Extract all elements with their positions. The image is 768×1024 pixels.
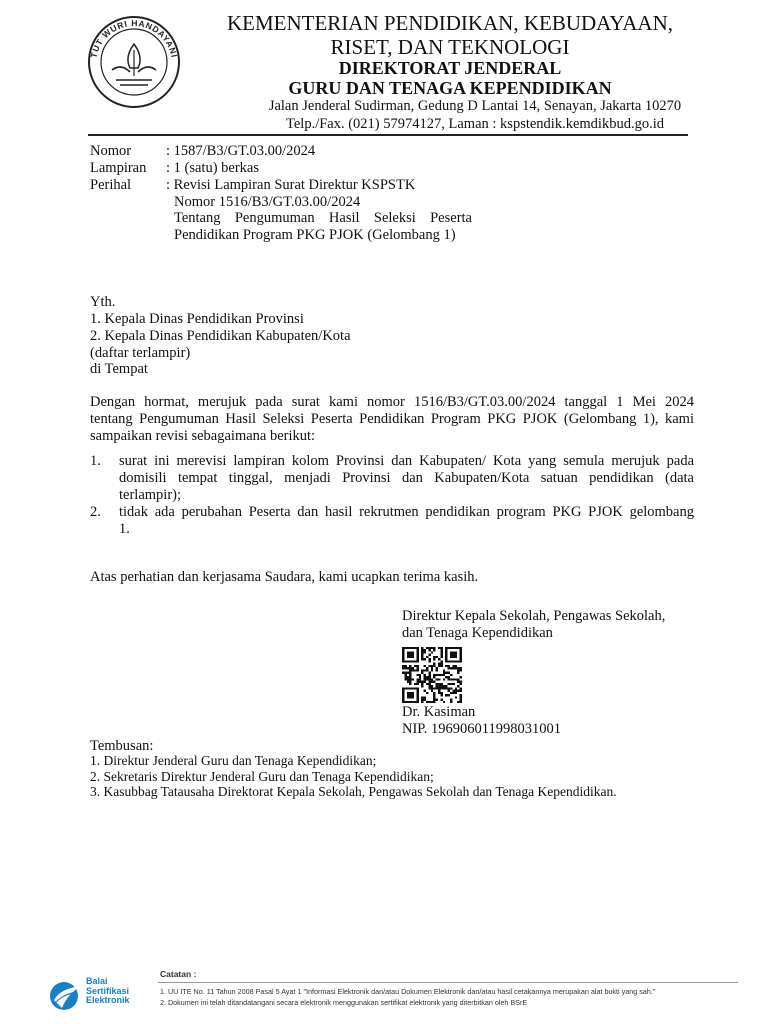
bsre-name-line3: Elektronik bbox=[86, 995, 130, 1005]
nomor-value: : 1587/B3/GT.03.00/2024 bbox=[166, 143, 316, 159]
point1-line3: terlampir); bbox=[119, 487, 182, 503]
signatory-nip: NIP. 196906011998031001 bbox=[402, 721, 561, 737]
point1-number: 1. bbox=[90, 453, 101, 469]
tembusan-label: Tembusan: bbox=[90, 738, 154, 754]
office-address: Jalan Jenderal Sudirman, Gedung D Lantai 14, Senayan, Jakarta 10270 bbox=[268, 98, 682, 114]
recipient-item-1: 1. Kepala Dinas Pendidikan Provinsi bbox=[90, 311, 304, 327]
intro-line1: Dengan hormat, merujuk pada surat kami nomor 1516/B3/GT.03.00/2024 tanggal 1 Mei 2024 bbox=[90, 394, 694, 410]
nomor-label: Nomor bbox=[90, 143, 132, 159]
intro-line2: tentang Pengumuman Hasil Seleksi Peserta Pendidikan Program PKG PJOK (Gelombang 1), kami bbox=[90, 411, 694, 427]
lampiran-label: Lampiran bbox=[90, 160, 147, 176]
point2-line2: 1. bbox=[119, 521, 130, 537]
recipient-list-note: (daftar terlampir) bbox=[90, 345, 191, 361]
logo-motto-text: TUT WURI HANDAYANI bbox=[88, 17, 180, 59]
kemdikbud-logo bbox=[86, 14, 182, 110]
tembusan-item-2: 2. Sekretaris Direktur Jenderal Guru dan Tenaga Kependidikan; bbox=[90, 769, 434, 784]
ministry-name-line1: KEMENTERIAN PENDIDIKAN, KEBUDAYAAN, bbox=[226, 11, 674, 35]
tembusan-item-1: 1. Direktur Jenderal Guru dan Tenaga Kependidikan; bbox=[90, 753, 377, 768]
point1-line2: domisili tempat tinggal, menjadi Provinsi dan Kabupaten/Kota satuan pendidikan (data bbox=[119, 470, 694, 486]
office-contact: Telp./Fax. (021) 57974127, Laman : kspstendik.kemdikbud.go.id bbox=[286, 116, 664, 132]
lampiran-value: : 1 (satu) berkas bbox=[166, 160, 260, 176]
point2-number: 2. bbox=[90, 504, 101, 520]
bsre-logo-icon bbox=[46, 978, 86, 1018]
letterhead-divider bbox=[88, 134, 688, 136]
bsre-logo bbox=[46, 978, 86, 1018]
recipient-place: di Tempat bbox=[90, 361, 148, 377]
bsre-name-line1: Balai bbox=[86, 976, 108, 986]
footer-note-2: 2. Dokumen ini telah ditandatangani secara elektronik menggunakan sertifikat elektronik yang diterbitkan oleh BSrE bbox=[160, 998, 528, 1007]
intro-line3: sampaikan revisi sebagaimana berikut: bbox=[90, 428, 316, 444]
footer-divider bbox=[158, 982, 738, 983]
signatory-title-line1: Direktur Kepala Sekolah, Pengawas Sekolah, bbox=[402, 608, 666, 624]
bsre-name-line2: Sertifikasi bbox=[86, 985, 130, 996]
tut-wuri-handayani-emblem-icon bbox=[86, 14, 182, 110]
recipient-item-2: 2. Kepala Dinas Pendidikan Kabupaten/Kota bbox=[90, 328, 351, 344]
point1-line1: surat ini merevisi lampiran kolom Provinsi dan Kabupaten/ Kota yang semula merujuk pada bbox=[119, 453, 694, 469]
perihal-line2: Nomor 1516/B3/GT.03.00/2024 bbox=[174, 194, 361, 210]
bsre-name bbox=[86, 977, 130, 1006]
perihal-line3: Tentang Pengumuman Hasil Seleksi Peserta bbox=[174, 210, 472, 226]
signatory-title-line2: dan Tenaga Kependidikan bbox=[402, 625, 553, 641]
directorate-line1: DIREKTORAT JENDERAL bbox=[338, 58, 562, 78]
ministry-name-line2: RISET, DAN TEKNOLOGI bbox=[330, 35, 570, 59]
catatan-label: Catatan : bbox=[160, 969, 197, 979]
perihal-line4: Pendidikan Program PKG PJOK (Gelombang 1) bbox=[174, 227, 456, 243]
tembusan-item-3: 3. Kasubbag Tatausaha Direktorat Kepala Sekolah, Pengawas Sekolah dan Tenaga Kependidikan. bbox=[90, 784, 617, 799]
closing-sentence: Atas perhatian dan kerjasama Saudara, kami ucapkan terima kasih. bbox=[90, 569, 479, 585]
perihal-line1: : Revisi Lampiran Surat Direktur KSPSTK bbox=[166, 177, 416, 193]
signatory-name: Dr. Kasiman bbox=[402, 704, 476, 720]
footer-note-1: 1. UU ITE No. 11 Tahun 2008 Pasal 5 Ayat 1 "Informasi Elektronik dan/atau Dokumen Elektronik dan/atau hasil cetakannya merupakan alat bukti yang sah." bbox=[160, 987, 656, 996]
yth-label: Yth. bbox=[90, 294, 116, 310]
directorate-line2: GURU DAN TENAGA KEPENDIDIKAN bbox=[288, 78, 612, 98]
perihal-label: Perihal bbox=[90, 177, 132, 193]
signature-qr-code bbox=[402, 647, 462, 703]
point2-line1: tidak ada perubahan Peserta dan hasil rekrutmen pendidikan program PKG PJOK gelombang bbox=[119, 504, 694, 520]
